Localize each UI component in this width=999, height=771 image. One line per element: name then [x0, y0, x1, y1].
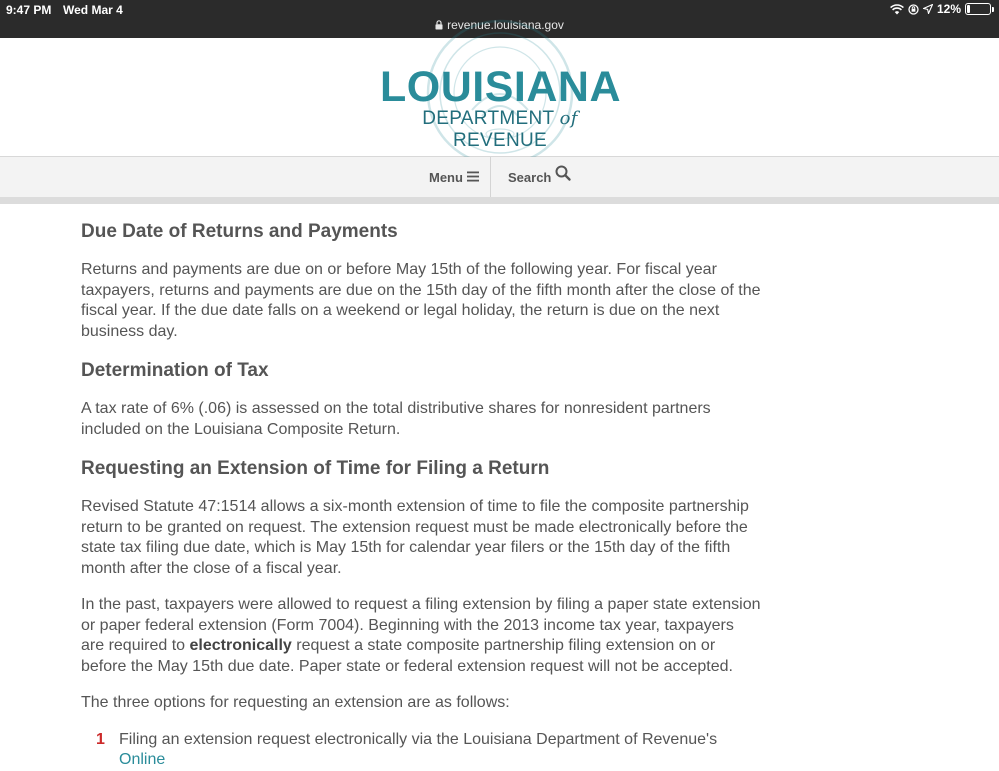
- site-header: [0, 38, 999, 157]
- extension-text-bold: electronically: [189, 637, 292, 654]
- main-content: [81, 204, 761, 771]
- heading-determination: Determination of Tax: [81, 360, 269, 381]
- list-item-text: Filing an extension request electronically via the Louisiana Department of Revenue's: [119, 730, 718, 748]
- status-indicators: [890, 2, 991, 16]
- nav-bar: [0, 157, 999, 197]
- extension-text-before: In the past, taxpayers were allowed to request a filing extension by filing a paper state extension or paper federal extension (Form 7004). Beginning with the 2013 income tax year, taxpayers are required to: [81, 596, 761, 654]
- paragraph-due-date: Returns and payments are due on or before May 15th of the following year. For fiscal year taxpayers, returns and payments are due on the 15th day of the fifth month after the close of the fiscal year. If the due date falls on a weekend or legal holiday, the return is due on the next business day.: [81, 261, 761, 340]
- logo-subtitle[interactable]: [380, 108, 620, 152]
- logo-sub-revenue: REVENUE: [453, 130, 547, 151]
- heading-due-date: Due Date of Returns and Payments: [81, 221, 398, 242]
- lock-icon: [435, 19, 443, 33]
- list-item: [80, 730, 761, 771]
- battery-percent: 12%: [936, 2, 961, 16]
- paragraph-options-intro: The three options for requesting an extension are as follows:: [81, 694, 510, 711]
- search-label: Search: [508, 169, 552, 185]
- hamburger-icon: [463, 170, 479, 185]
- online-link[interactable]: Online: [119, 751, 166, 768]
- paragraph-extension-statute: Revised Statute 47:1514 allows a six-month extension of time to file the composite partnership return to be granted on request. The extension request must be made electronically before the state tax filing due date, which is May 15th for calendar year filers or the 15th day of the fifth month after the close of a fiscal year.: [81, 498, 749, 577]
- screen-lock-icon: [908, 4, 919, 15]
- status-date: Wed Mar 4: [63, 3, 123, 17]
- heading-extension: Requesting an Extension of Time for Filing a Return: [81, 458, 550, 479]
- menu-label: Menu: [429, 169, 463, 185]
- search-button[interactable]: [508, 157, 571, 197]
- options-list: [81, 730, 761, 771]
- battery-icon: [965, 3, 991, 15]
- nav-bottom-border: [0, 197, 999, 204]
- list-item-number: 1: [96, 730, 105, 748]
- paragraph-determination: A tax rate of 6% (.06) is assessed on the total distributive shares for nonresident partners included on the Louisiana Composite Return.: [81, 400, 711, 438]
- menu-button[interactable]: [429, 157, 479, 197]
- nav-divider: [490, 157, 491, 197]
- paragraph-extension-electronic: [81, 595, 761, 677]
- search-icon: [551, 165, 571, 184]
- logo-title[interactable]: LOUISIANA: [380, 63, 621, 111]
- wifi-icon: [890, 4, 904, 15]
- location-arrow-icon: [923, 4, 933, 14]
- url-text[interactable]: revenue.louisiana.gov: [447, 18, 564, 32]
- status-time: 9:47 PM: [6, 3, 52, 17]
- extension-text-after: request a state composite partnership filing extension on or before the May 15th due date. Paper state or federal extension request will not be accepted.: [81, 637, 733, 675]
- logo-sub-department: DEPARTMENT: [422, 108, 555, 129]
- logo-sub-of: of: [559, 108, 578, 129]
